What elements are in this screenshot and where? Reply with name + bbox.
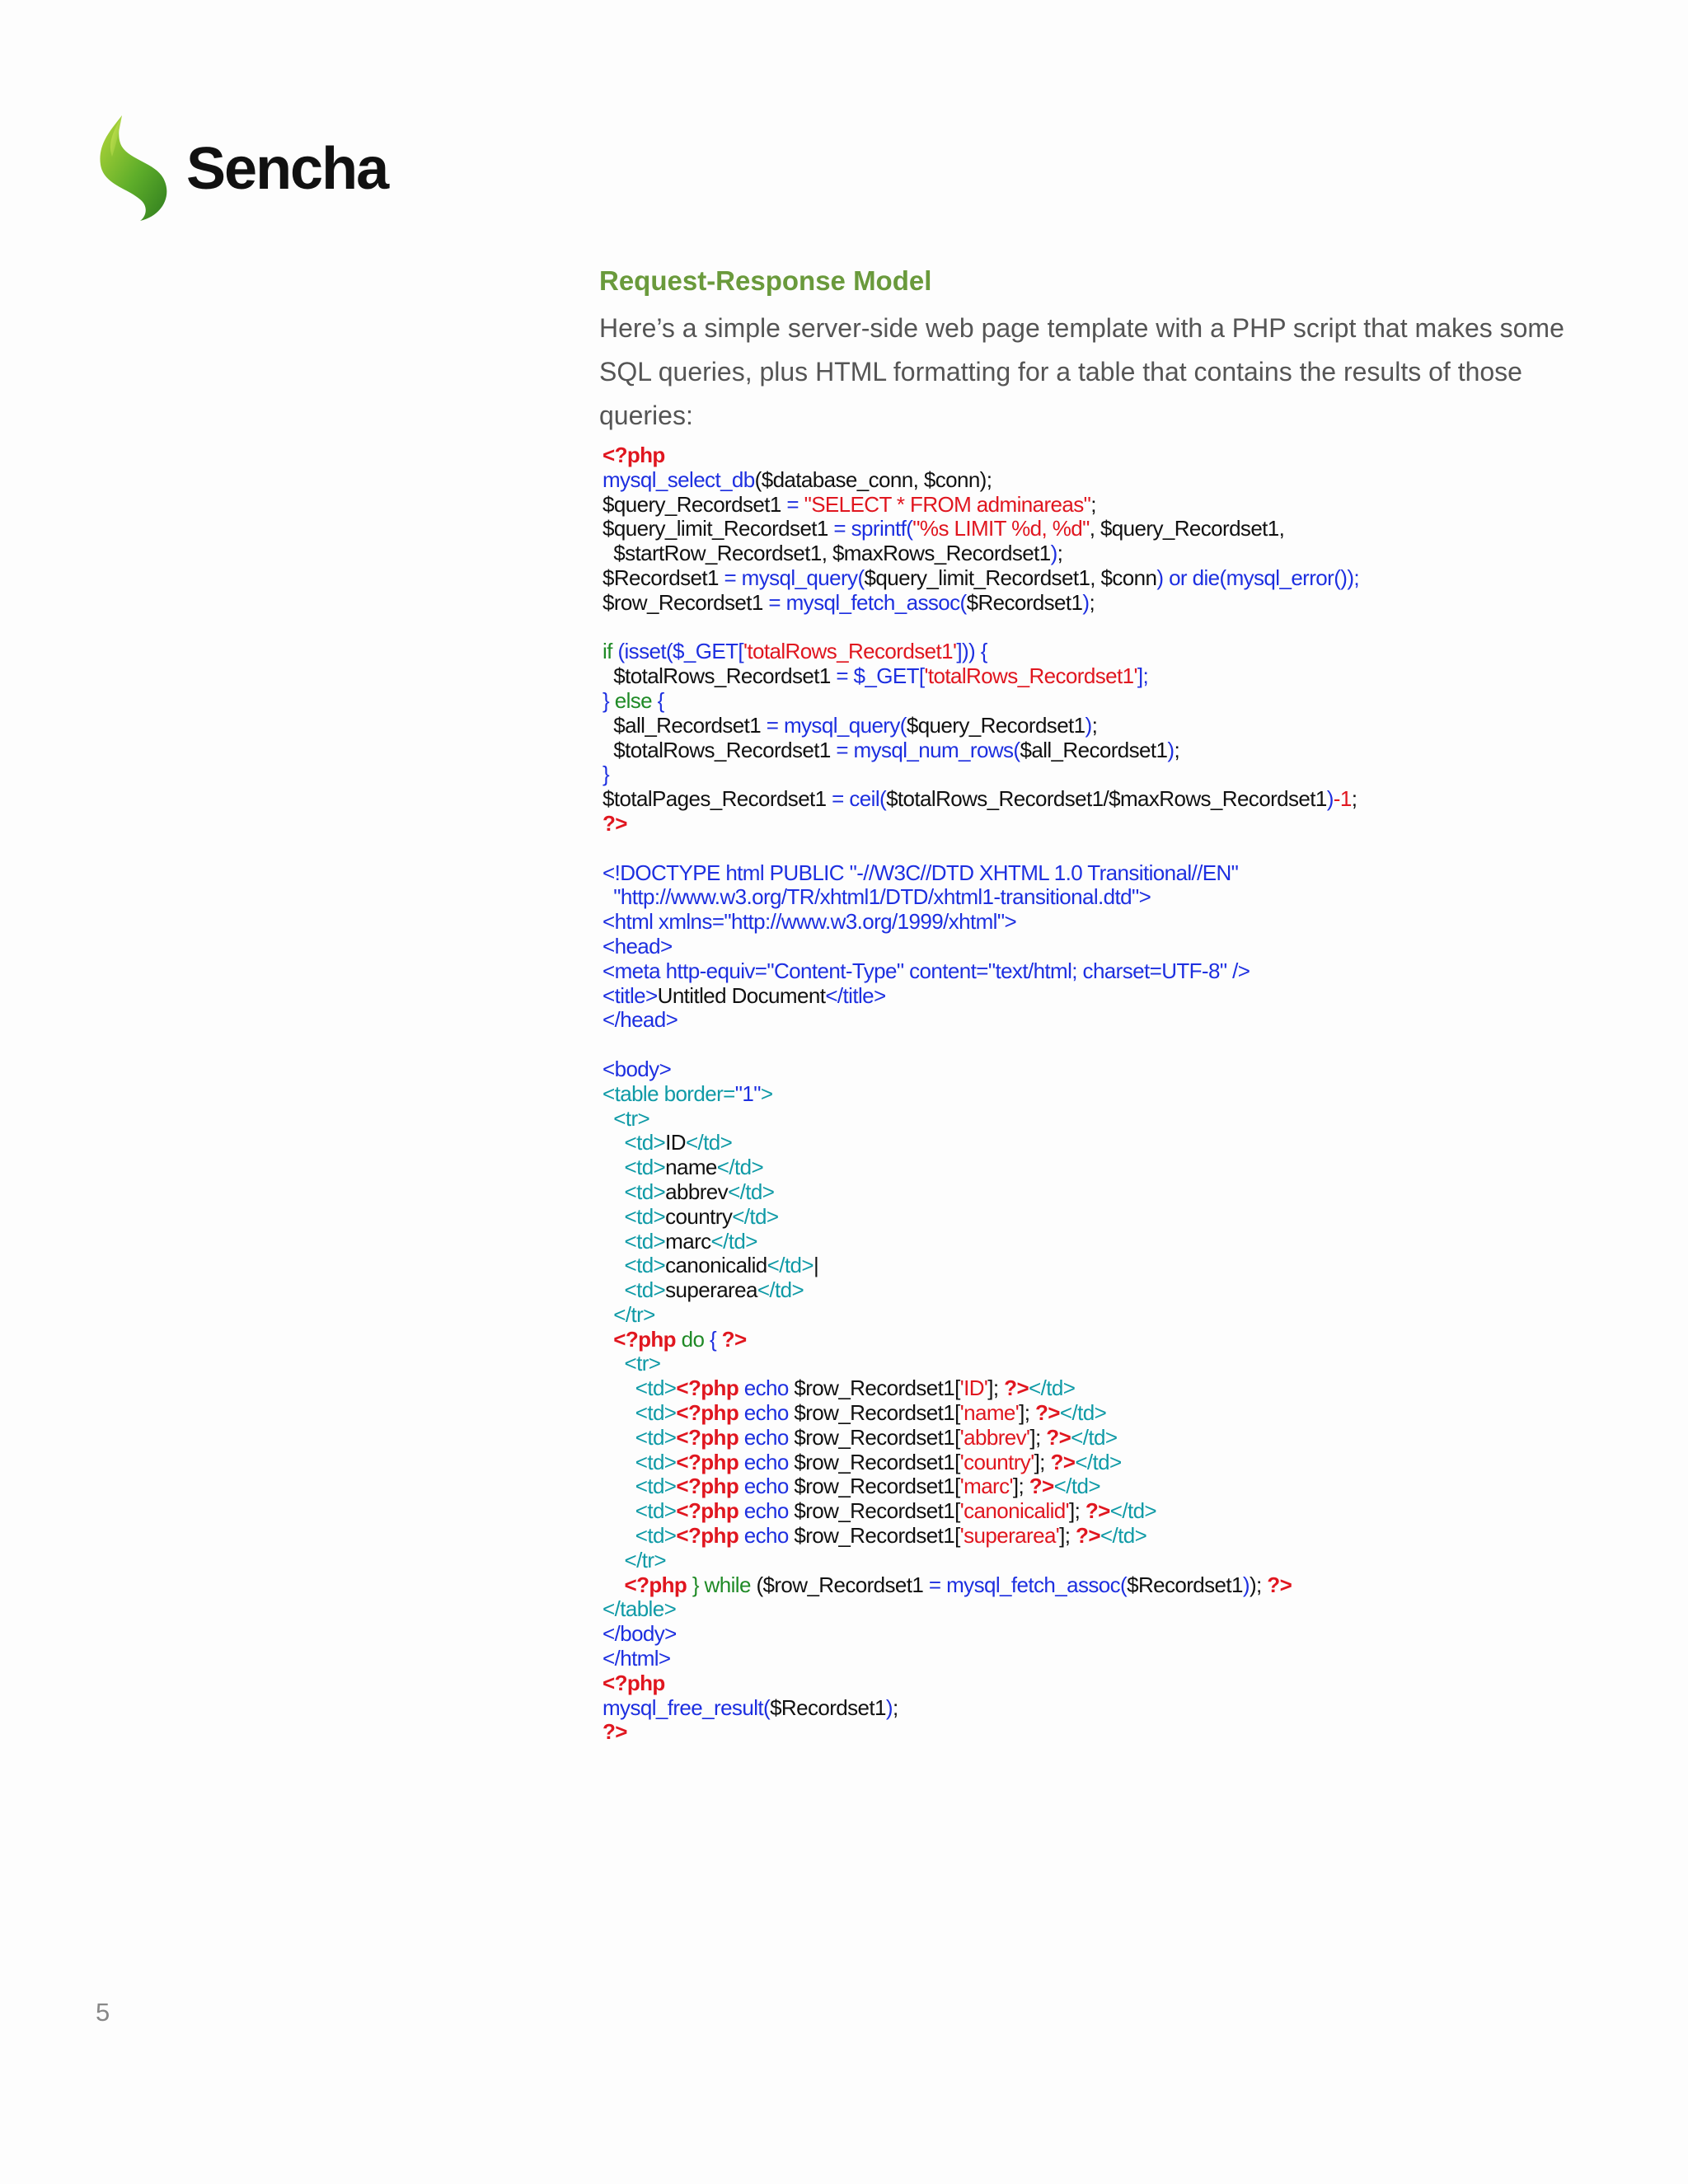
code-line — [603, 714, 1674, 738]
code-line — [603, 640, 1674, 664]
code-token: 'country' — [959, 1449, 1034, 1474]
code-line — [603, 1303, 1674, 1328]
code-line — [603, 1131, 1674, 1155]
code-token: ) — [885, 1694, 893, 1720]
code-token: <td> — [603, 1376, 677, 1401]
code-token: ?> — [603, 810, 627, 836]
code-token: 'superarea' — [959, 1523, 1060, 1549]
code-token: = sprintf( — [833, 516, 913, 541]
code-token: 'totalRows_Recordset1' — [743, 639, 957, 664]
code-token: ) — [1082, 589, 1090, 615]
code-token: <td> — [603, 1449, 677, 1474]
code-token: canonicalid — [665, 1253, 767, 1278]
sencha-leaf-icon — [97, 114, 173, 221]
code-token: $row_Recordset1[ — [794, 1424, 960, 1450]
code-token: ; — [1089, 589, 1095, 615]
code-line — [603, 1451, 1674, 1475]
code-token: <?php — [603, 1572, 692, 1597]
code-token: </table> — [603, 1596, 677, 1622]
code-line — [603, 616, 1674, 640]
code-token: <table border= — [603, 1080, 735, 1106]
code-token: ?> — [1035, 1400, 1060, 1426]
code-token: = ceil( — [832, 786, 887, 812]
code-token: 'ID' — [959, 1376, 988, 1401]
code-token: else — [614, 687, 658, 713]
code-line — [603, 1155, 1674, 1180]
code-line — [603, 1008, 1674, 1033]
code-token: echo — [743, 1449, 795, 1474]
code-token: <td> — [603, 1179, 666, 1204]
code-token: $totalRows_Recordset1 — [603, 737, 837, 762]
code-token: "http://www.w3.org/TR/xhtml1/DTD/xhtml1-transitional.dtd"> — [603, 884, 1151, 910]
code-listing — [603, 443, 1674, 1745]
code-line — [603, 1549, 1674, 1573]
section-heading: Request-Response Model — [599, 265, 932, 296]
code-token: ) — [1167, 737, 1175, 762]
code-token: ?> — [1085, 1498, 1110, 1524]
code-line — [603, 935, 1674, 959]
code-token: <td> — [603, 1474, 677, 1499]
code-token: Untitled Document — [657, 982, 826, 1008]
code-line — [603, 1573, 1674, 1598]
code-token: <?php — [676, 1400, 744, 1426]
code-line — [603, 1401, 1674, 1426]
code-line — [603, 493, 1674, 518]
code-token: ]; — [987, 1376, 1005, 1401]
code-token: ) — [1050, 541, 1057, 566]
code-token: </td> — [728, 1179, 775, 1204]
code-token: $totalRows_Recordset1 — [603, 663, 837, 689]
code-token: = $_GET[ — [836, 663, 925, 689]
code-line — [603, 1082, 1674, 1107]
code-token: ]; — [1029, 1424, 1047, 1450]
code-token: name — [665, 1155, 717, 1180]
code-line — [603, 738, 1674, 763]
code-line — [603, 861, 1674, 886]
code-line — [603, 1057, 1674, 1082]
code-token: ?> — [1267, 1572, 1292, 1597]
code-line — [603, 591, 1674, 616]
code-token: 'abbrev' — [959, 1424, 1030, 1450]
code-line — [603, 1376, 1674, 1401]
code-token: = mysql_fetch_assoc( — [928, 1572, 1128, 1597]
code-line — [603, 541, 1674, 566]
code-token: <td> — [603, 1523, 677, 1549]
code-token: </tr> — [603, 1301, 655, 1327]
code-token: country — [665, 1203, 733, 1229]
code-token: echo — [743, 1474, 795, 1499]
code-line — [603, 1180, 1674, 1205]
code-token: ; — [1351, 786, 1357, 812]
code-token: echo — [743, 1400, 795, 1426]
code-token: $row_Recordset1[ — [794, 1523, 960, 1549]
code-token: $all_Recordset1 — [1020, 737, 1168, 762]
code-token: } — [603, 687, 615, 713]
code-token: </td> — [1075, 1449, 1122, 1474]
code-token: <html xmlns="http://www.w3.org/1999/xhtml"> — [603, 909, 1017, 935]
code-token: ]; — [1019, 1400, 1036, 1426]
code-token: echo — [743, 1424, 795, 1450]
code-token: $row_Recordset1[ — [794, 1498, 960, 1524]
code-token: </td> — [685, 1130, 733, 1155]
code-token: ); — [1249, 1572, 1268, 1597]
code-token: <tr> — [603, 1105, 650, 1131]
code-line — [603, 1720, 1674, 1745]
code-line — [603, 689, 1674, 714]
code-token: ]; — [1012, 1474, 1029, 1499]
code-token: echo — [743, 1523, 795, 1549]
code-token: do — [681, 1326, 710, 1352]
code-token: </td> — [1029, 1376, 1076, 1401]
code-line — [603, 1033, 1674, 1057]
code-token: } while — [692, 1572, 757, 1597]
code-line — [603, 1622, 1674, 1647]
code-token: </head> — [603, 1007, 678, 1033]
code-line — [603, 984, 1674, 1009]
code-token: <td> — [603, 1424, 677, 1450]
code-token: $query_Recordset1 — [906, 712, 1085, 738]
code-line — [603, 1328, 1674, 1352]
code-line — [603, 812, 1674, 837]
code-token: ; — [1174, 737, 1180, 762]
code-token: <td> — [603, 1130, 666, 1155]
code-token: $query_limit_Recordset1, $conn — [864, 565, 1157, 590]
code-token: -1 — [1333, 786, 1352, 812]
code-token: , $query_Recordset1, — [1089, 516, 1285, 541]
code-token: <td> — [603, 1277, 666, 1303]
code-token: $row_Recordset1[ — [794, 1376, 960, 1401]
code-token: $Recordset1 — [1127, 1572, 1243, 1597]
code-token: ?> — [1004, 1376, 1029, 1401]
code-token: </title> — [825, 982, 886, 1008]
code-token: superarea — [665, 1277, 757, 1303]
code-token: </td> — [732, 1203, 779, 1229]
sencha-logo — [97, 114, 388, 221]
code-token: ?> — [1076, 1523, 1100, 1549]
code-token: "SELECT * FROM adminareas" — [804, 491, 1091, 517]
code-token: ?> — [1046, 1424, 1071, 1450]
code-line — [603, 787, 1674, 812]
code-token: ])) { — [956, 639, 987, 664]
code-token: </td> — [710, 1228, 757, 1254]
code-line — [603, 910, 1674, 935]
code-token: (isset($_GET[ — [617, 639, 744, 664]
code-token: | — [813, 1253, 819, 1278]
code-token: ?> — [721, 1326, 747, 1352]
code-token: = mysql_num_rows( — [836, 737, 1020, 762]
code-token: $all_Recordset1 — [603, 712, 767, 738]
code-line — [603, 566, 1674, 591]
code-line — [603, 959, 1674, 984]
code-line — [603, 517, 1674, 541]
code-token: = mysql_query( — [724, 565, 865, 590]
code-token: $Recordset1 — [966, 589, 1083, 615]
code-token: "%s LIMIT %d, %d" — [912, 516, 1090, 541]
code-token: <td> — [603, 1498, 677, 1524]
code-line — [603, 1352, 1674, 1376]
code-token: <meta http-equiv="Content-Type" content="text/html; charset=UTF-8" /> — [603, 958, 1250, 983]
code-token: > — [760, 1080, 773, 1106]
code-line — [603, 468, 1674, 493]
code-token: if — [603, 639, 618, 664]
code-token: <?php — [603, 1326, 682, 1352]
code-token: ) or die(mysql_error()); — [1156, 565, 1360, 590]
code-token: ?> — [603, 1719, 627, 1745]
code-token: </html> — [603, 1646, 671, 1671]
code-token: </td> — [1071, 1424, 1118, 1450]
code-token: <title> — [603, 982, 658, 1008]
code-token: { — [657, 687, 664, 713]
code-token: $totalRows_Recordset1/$maxRows_Recordset1 — [886, 786, 1327, 812]
code-token: </body> — [603, 1621, 677, 1647]
code-token: </td> — [1053, 1474, 1100, 1499]
logo-wordmark: Sencha — [186, 136, 388, 202]
code-token: </td> — [767, 1253, 814, 1278]
code-token: $row_Recordset1 — [603, 589, 769, 615]
code-line — [603, 1278, 1674, 1303]
code-token: <?php — [676, 1424, 744, 1450]
page-number: 5 — [96, 1998, 110, 2027]
code-token: <td> — [603, 1400, 677, 1426]
code-token: <td> — [603, 1155, 666, 1180]
code-token: echo — [743, 1498, 795, 1524]
code-token: <?php — [676, 1498, 744, 1524]
code-token: 'marc' — [959, 1474, 1013, 1499]
code-token: = mysql_query( — [766, 712, 907, 738]
code-token: $startRow_Recordset1, $maxRows_Recordset1 — [603, 541, 1051, 566]
code-token: ) — [1085, 712, 1092, 738]
code-token: ]; — [1137, 663, 1149, 689]
code-token: $query_limit_Recordset1 — [603, 516, 834, 541]
code-token: { — [709, 1326, 722, 1352]
code-token: ; — [892, 1694, 898, 1720]
code-token: echo — [743, 1376, 795, 1401]
code-token: $Recordset1 — [770, 1694, 886, 1720]
code-token: 'name' — [959, 1400, 1020, 1426]
code-token: ($database_conn, $conn); — [754, 466, 992, 492]
code-line — [603, 1230, 1674, 1254]
code-token: "1" — [734, 1080, 761, 1106]
code-token: ; — [1091, 712, 1098, 738]
code-token: <td> — [603, 1253, 666, 1278]
code-token: $row_Recordset1[ — [794, 1449, 960, 1474]
code-token: $row_Recordset1[ — [794, 1400, 960, 1426]
code-token: </td> — [1059, 1400, 1107, 1426]
code-line — [603, 1696, 1674, 1721]
code-token: } — [603, 762, 610, 787]
code-token: </td> — [1100, 1523, 1147, 1549]
code-line — [603, 1647, 1674, 1671]
code-line — [603, 837, 1674, 861]
code-token: 'totalRows_Recordset1' — [924, 663, 1137, 689]
code-token: ; — [1090, 491, 1096, 517]
code-line — [603, 1597, 1674, 1622]
code-token: </td> — [1109, 1498, 1157, 1524]
code-token: $Recordset1 — [603, 565, 724, 590]
code-token: </td> — [716, 1155, 764, 1180]
code-token: ) — [1242, 1572, 1250, 1597]
code-line — [603, 762, 1674, 787]
code-line — [603, 1426, 1674, 1451]
code-token: </tr> — [603, 1547, 666, 1572]
code-line — [603, 1107, 1674, 1132]
code-token: <?php — [676, 1449, 744, 1474]
code-token: mysql_select_db — [603, 466, 755, 492]
code-token: <head> — [603, 933, 673, 958]
code-token: <tr> — [603, 1351, 661, 1376]
code-token: ; — [1057, 541, 1063, 566]
code-token: abbrev — [665, 1179, 729, 1204]
code-token: mysql_free_result( — [603, 1694, 771, 1720]
code-line — [603, 1671, 1674, 1696]
code-line — [603, 1474, 1674, 1499]
code-token: ID — [665, 1130, 686, 1155]
code-line — [603, 1524, 1674, 1549]
code-token: <!DOCTYPE html PUBLIC "-//W3C//DTD XHTML 1.0 Transitional//EN" — [603, 860, 1239, 885]
code-token: <?php — [676, 1376, 744, 1401]
code-token: </td> — [757, 1277, 804, 1303]
code-token: <?php — [603, 1670, 665, 1695]
code-token: <td> — [603, 1203, 666, 1229]
code-token: <?php — [676, 1474, 744, 1499]
code-token: ]; — [1059, 1523, 1076, 1549]
code-token: ?> — [1050, 1449, 1076, 1474]
intro-paragraph: Here’s a simple server-side web page template with a PHP script that makes some SQL queries, plus HTML formatting for a table that contains the results of those queries: — [599, 313, 1564, 430]
code-token: ?> — [1029, 1474, 1054, 1499]
code-token: ) — [1326, 786, 1334, 812]
code-token: $query_Recordset1 — [603, 491, 787, 517]
code-token: <td> — [603, 1228, 666, 1254]
code-token: = — [786, 491, 804, 517]
code-line — [603, 443, 1674, 468]
code-token: ]; — [1068, 1498, 1085, 1524]
code-line — [603, 1499, 1674, 1524]
code-token: ]; — [1034, 1449, 1051, 1474]
code-line — [603, 664, 1674, 689]
code-token: $row_Recordset1[ — [794, 1474, 960, 1499]
code-token: ($row_Recordset1 — [756, 1572, 929, 1597]
code-token: <body> — [603, 1056, 672, 1081]
code-token: = mysql_fetch_assoc( — [768, 589, 967, 615]
code-line — [603, 1205, 1674, 1230]
code-line — [603, 1254, 1674, 1278]
code-line — [603, 885, 1674, 910]
code-token: <?php — [676, 1523, 744, 1549]
code-token: <?php — [603, 443, 665, 467]
code-token: 'canonicalid' — [959, 1498, 1069, 1524]
code-token: $totalPages_Recordset1 — [603, 786, 832, 812]
code-token: marc — [665, 1228, 711, 1254]
